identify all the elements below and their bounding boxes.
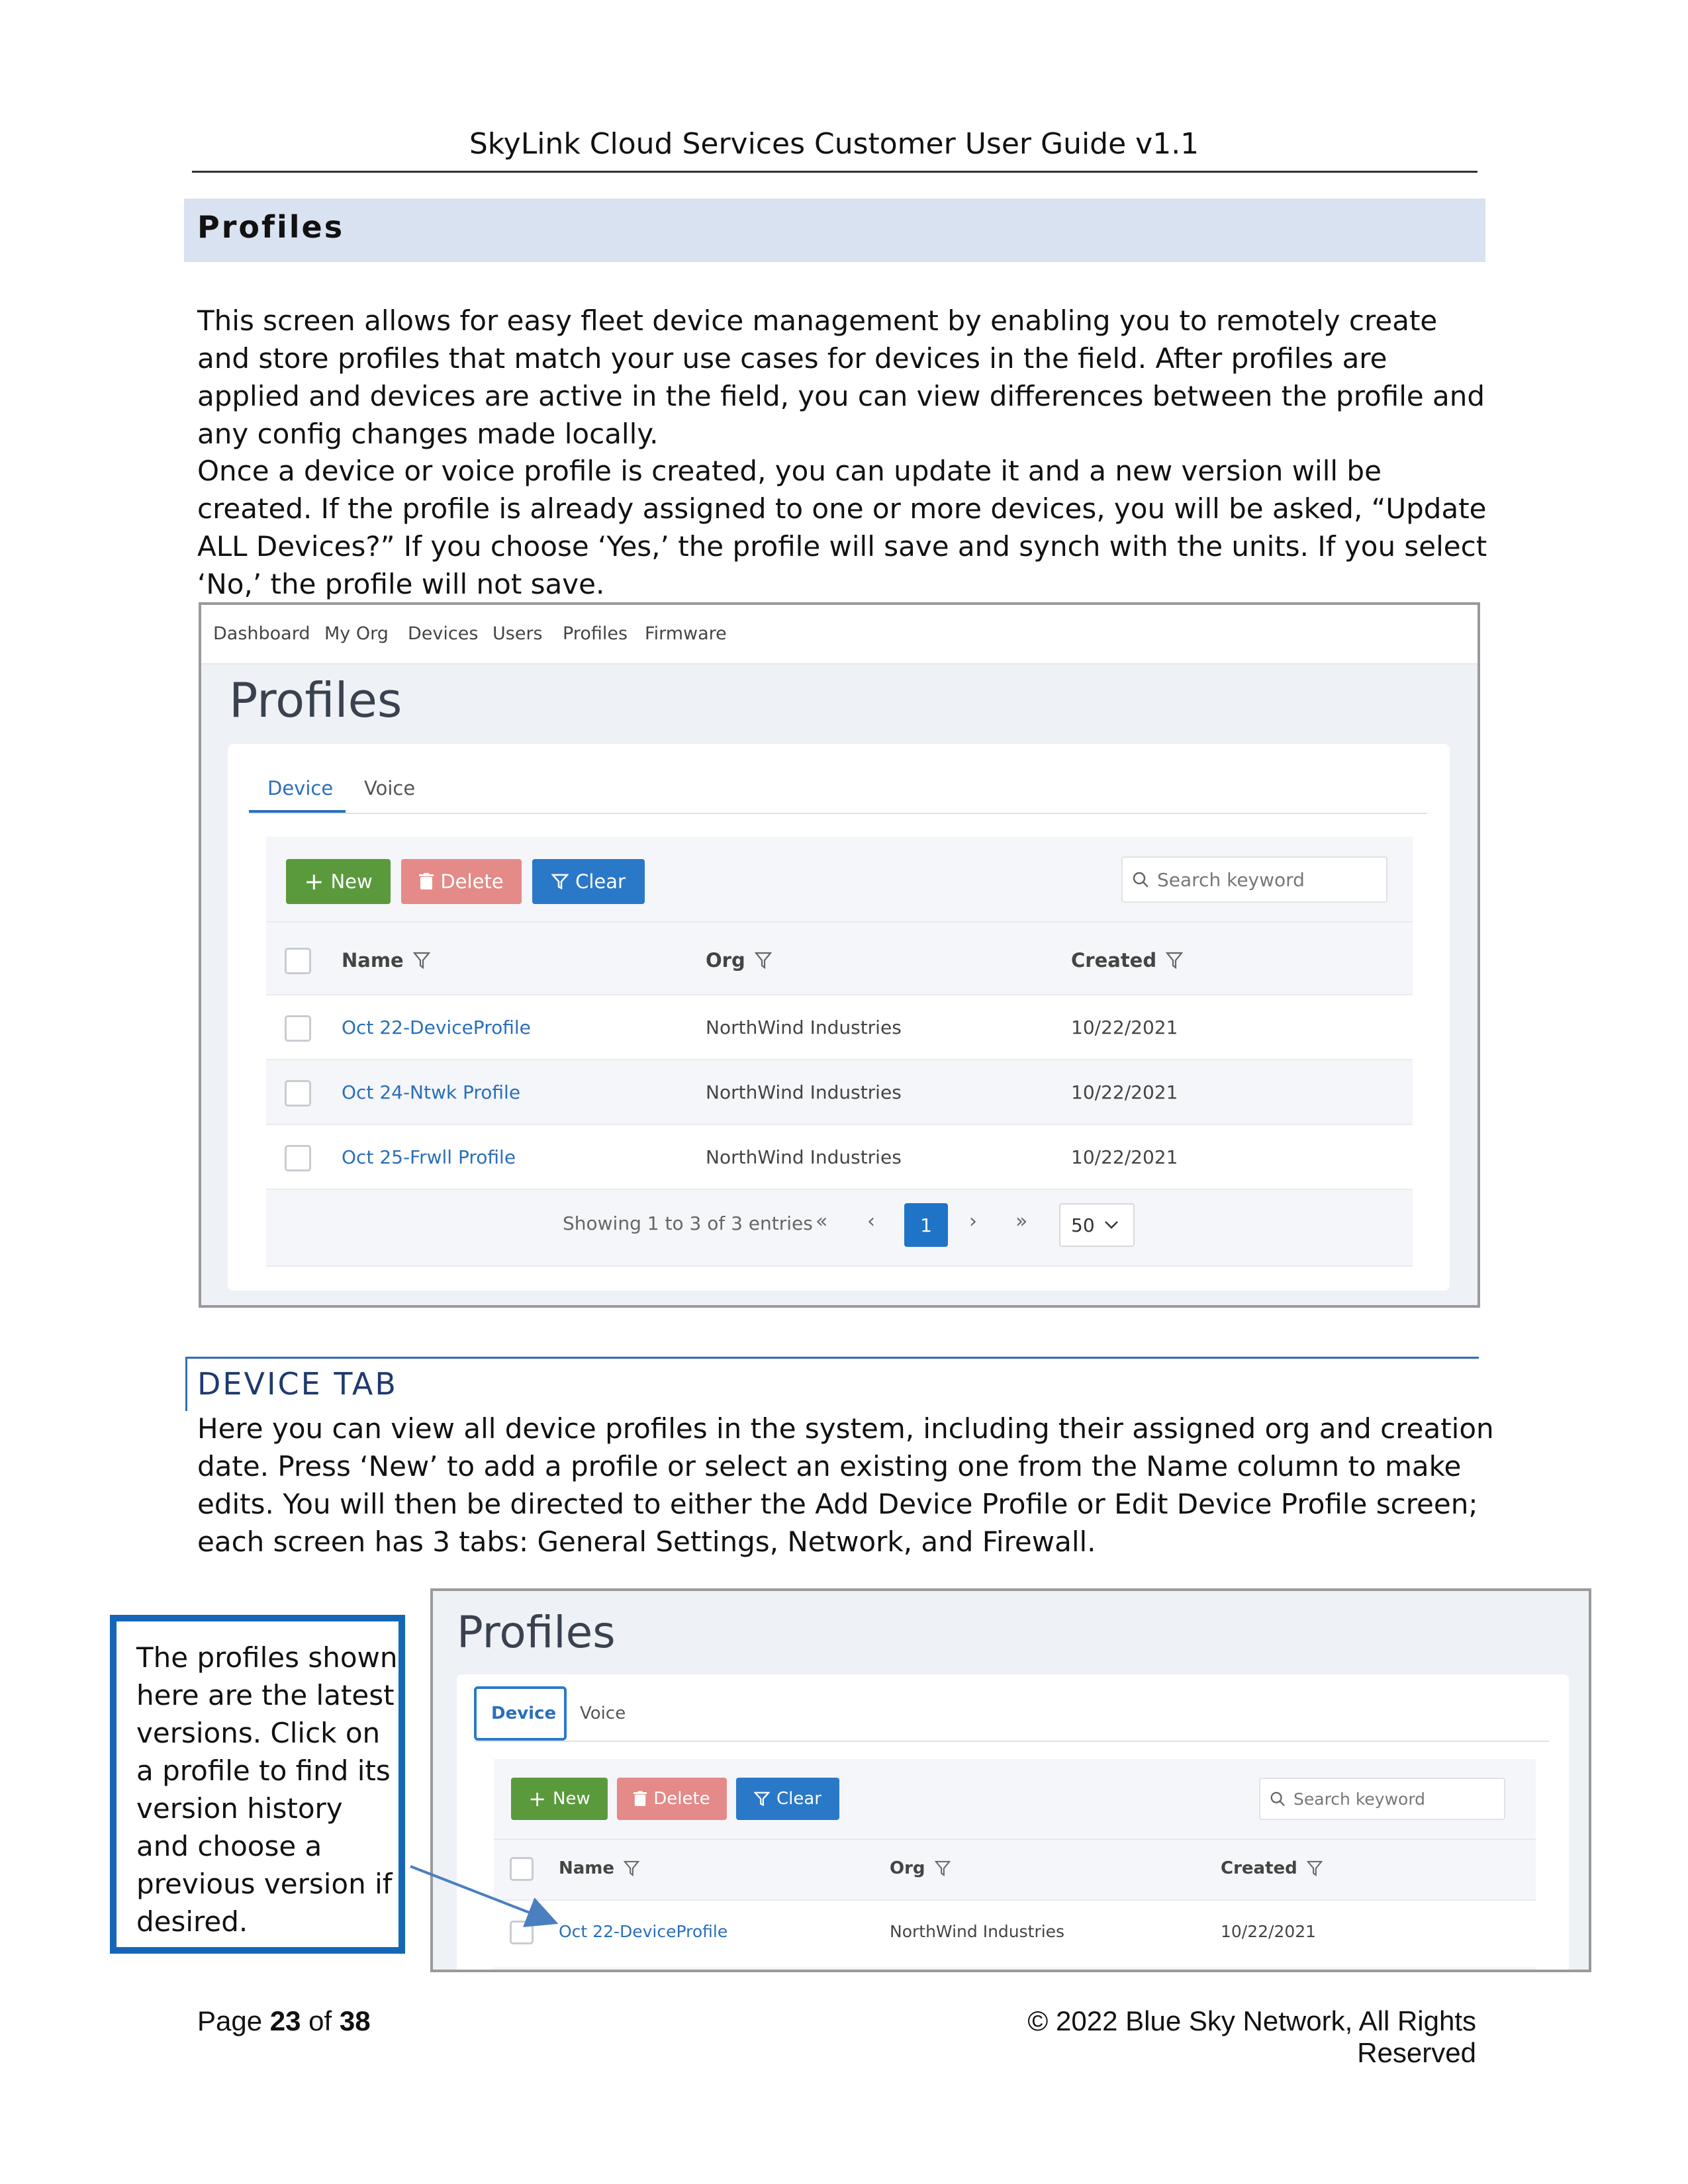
last-page-icon[interactable]: » bbox=[1015, 1210, 1028, 1233]
pagination-divider bbox=[266, 1265, 1413, 1267]
column-org[interactable]: Org bbox=[890, 1858, 951, 1878]
filter-icon[interactable] bbox=[755, 951, 772, 970]
page-1-button[interactable]: 1 bbox=[904, 1203, 948, 1247]
search-input[interactable]: Search keyword bbox=[1259, 1778, 1505, 1820]
callout-box bbox=[110, 1615, 405, 1954]
profiles-card bbox=[228, 744, 1450, 1291]
update-paragraph: Once a device or voice profile is created, you can update it and a new version will be created. If the profile is already assigned to one or more devices, you will be asked, “Update ALL Devices?” If you choose ‘Yes,’ the profile will save and synch with the units. If you select ‘No,’ the profile will not save. bbox=[197, 455, 1487, 600]
column-name[interactable]: Name bbox=[342, 949, 430, 972]
pagination-summary: Showing 1 to 3 of 3 entries bbox=[563, 1212, 813, 1234]
profile-name-link[interactable]: Oct 22-DeviceProfile bbox=[342, 1017, 531, 1038]
callout-arrow bbox=[397, 1853, 569, 1939]
profile-org: NorthWind Industries bbox=[706, 1017, 902, 1038]
tab-divider bbox=[474, 1741, 1549, 1742]
filter-icon bbox=[754, 1791, 770, 1807]
filter-icon[interactable] bbox=[935, 1860, 951, 1877]
prev-page-icon[interactable]: ‹ bbox=[867, 1210, 875, 1233]
column-org[interactable]: Org bbox=[706, 949, 772, 972]
page-number: Page 23 of 38 bbox=[197, 2005, 371, 2036]
row-checkbox[interactable] bbox=[285, 1145, 311, 1171]
tab-device[interactable]: Device bbox=[267, 777, 334, 799]
subhead-rule bbox=[185, 1357, 1479, 1359]
search-icon bbox=[1132, 871, 1149, 888]
search-icon bbox=[1270, 1791, 1286, 1807]
page-title: Profiles bbox=[457, 1607, 616, 1658]
nav-profiles[interactable]: Profiles bbox=[563, 623, 628, 644]
row-divider bbox=[266, 1189, 1413, 1190]
nav-users[interactable]: Users bbox=[492, 623, 543, 644]
profile-name-link[interactable]: Oct 22-DeviceProfile bbox=[559, 1922, 728, 1941]
profile-org: NorthWind Industries bbox=[706, 1081, 902, 1103]
filter-icon[interactable] bbox=[1166, 951, 1183, 970]
nav-firmware[interactable]: Firmware bbox=[645, 623, 727, 644]
new-button[interactable]: + New bbox=[286, 859, 391, 904]
column-name[interactable]: Name bbox=[559, 1858, 639, 1878]
plus-icon: + bbox=[528, 1786, 547, 1811]
search-input[interactable]: Search keyword bbox=[1121, 856, 1387, 903]
filter-icon[interactable] bbox=[1307, 1860, 1323, 1877]
row-checkbox[interactable] bbox=[285, 1080, 311, 1107]
profile-org: NorthWind Industries bbox=[890, 1922, 1065, 1941]
profile-name-link[interactable]: Oct 25-Frwll Profile bbox=[342, 1146, 516, 1168]
device-tab-heading: DEVICE TAB bbox=[197, 1366, 398, 1402]
nav-dashboard[interactable]: Dashboard bbox=[213, 623, 310, 644]
profile-created: 10/22/2021 bbox=[1071, 1081, 1178, 1103]
plus-icon: + bbox=[304, 868, 324, 895]
first-page-icon[interactable]: « bbox=[816, 1210, 828, 1233]
profiles-card bbox=[457, 1674, 1569, 1972]
filter-icon[interactable] bbox=[624, 1860, 639, 1877]
trash-icon bbox=[633, 1791, 647, 1807]
new-button[interactable]: + New bbox=[511, 1778, 608, 1820]
profile-created: 10/22/2021 bbox=[1071, 1146, 1178, 1168]
tab-divider bbox=[249, 813, 1427, 814]
device-tab-paragraph: Here you can view all device profiles in the system, including their assigned org and creation date. Press ‘New’ to add a profile or select an existing one from the Name column to make edits. You will then be directed to either the Add Device Profile or Edit Device Profile screen; each screen has 3 tabs: General Settings, Network, and Firewall. bbox=[197, 1412, 1494, 1558]
page-title: Profiles bbox=[229, 672, 402, 728]
next-page-icon[interactable]: › bbox=[969, 1210, 977, 1233]
chevron-down-icon bbox=[1104, 1220, 1119, 1230]
column-created[interactable]: Created bbox=[1221, 1858, 1323, 1878]
filter-icon bbox=[551, 873, 569, 890]
tab-voice[interactable]: Voice bbox=[364, 777, 416, 799]
profiles-screenshot-zoomed bbox=[430, 1588, 1591, 1972]
callout-text: The profiles shown here are the latest versions. Click on a profile to find its version history and choose a previous version if desired. bbox=[136, 1641, 398, 1938]
tab-voice[interactable]: Voice bbox=[580, 1704, 626, 1723]
delete-button[interactable]: Delete bbox=[617, 1778, 727, 1820]
document-title: SkyLink Cloud Services Customer User Guide v1.1 bbox=[469, 127, 1199, 161]
header-divider bbox=[266, 921, 1413, 923]
delete-button[interactable]: Delete bbox=[401, 859, 522, 904]
profile-name-link[interactable]: Oct 24-Ntwk Profile bbox=[342, 1081, 521, 1103]
header-rule bbox=[192, 171, 1477, 173]
top-nav bbox=[201, 605, 1477, 664]
profiles-screenshot bbox=[199, 602, 1480, 1308]
profile-org: NorthWind Industries bbox=[706, 1146, 902, 1168]
column-created[interactable]: Created bbox=[1071, 949, 1183, 972]
clear-button[interactable]: Clear bbox=[736, 1778, 839, 1820]
subhead-left-rule bbox=[185, 1357, 187, 1411]
select-all-checkbox[interactable] bbox=[285, 948, 311, 974]
page-size-select[interactable]: 50 bbox=[1059, 1203, 1135, 1247]
profile-created: 10/22/2021 bbox=[1221, 1922, 1317, 1941]
section-bar bbox=[184, 199, 1485, 262]
row-checkbox[interactable] bbox=[285, 1015, 311, 1042]
filter-icon[interactable] bbox=[413, 951, 430, 970]
profile-created: 10/22/2021 bbox=[1071, 1017, 1178, 1038]
clear-button[interactable]: Clear bbox=[532, 859, 645, 904]
header-divider bbox=[494, 1839, 1536, 1840]
section-title: Profiles bbox=[197, 209, 345, 245]
nav-devices[interactable]: Devices bbox=[408, 623, 479, 644]
copyright: © 2022 Blue Sky Network, All Rights Reserved bbox=[1027, 2005, 1476, 2068]
nav-my-org[interactable]: My Org bbox=[324, 623, 389, 644]
tab-device[interactable]: Device bbox=[491, 1704, 557, 1723]
intro-paragraph: This screen allows for easy fleet device management by enabling you to remotely create and store profiles that match your use cases for devices in the field. After profiles are applied and devices are active in the field, you can view differences between the profile and any config changes made locally. bbox=[197, 304, 1485, 450]
trash-icon bbox=[419, 873, 434, 890]
